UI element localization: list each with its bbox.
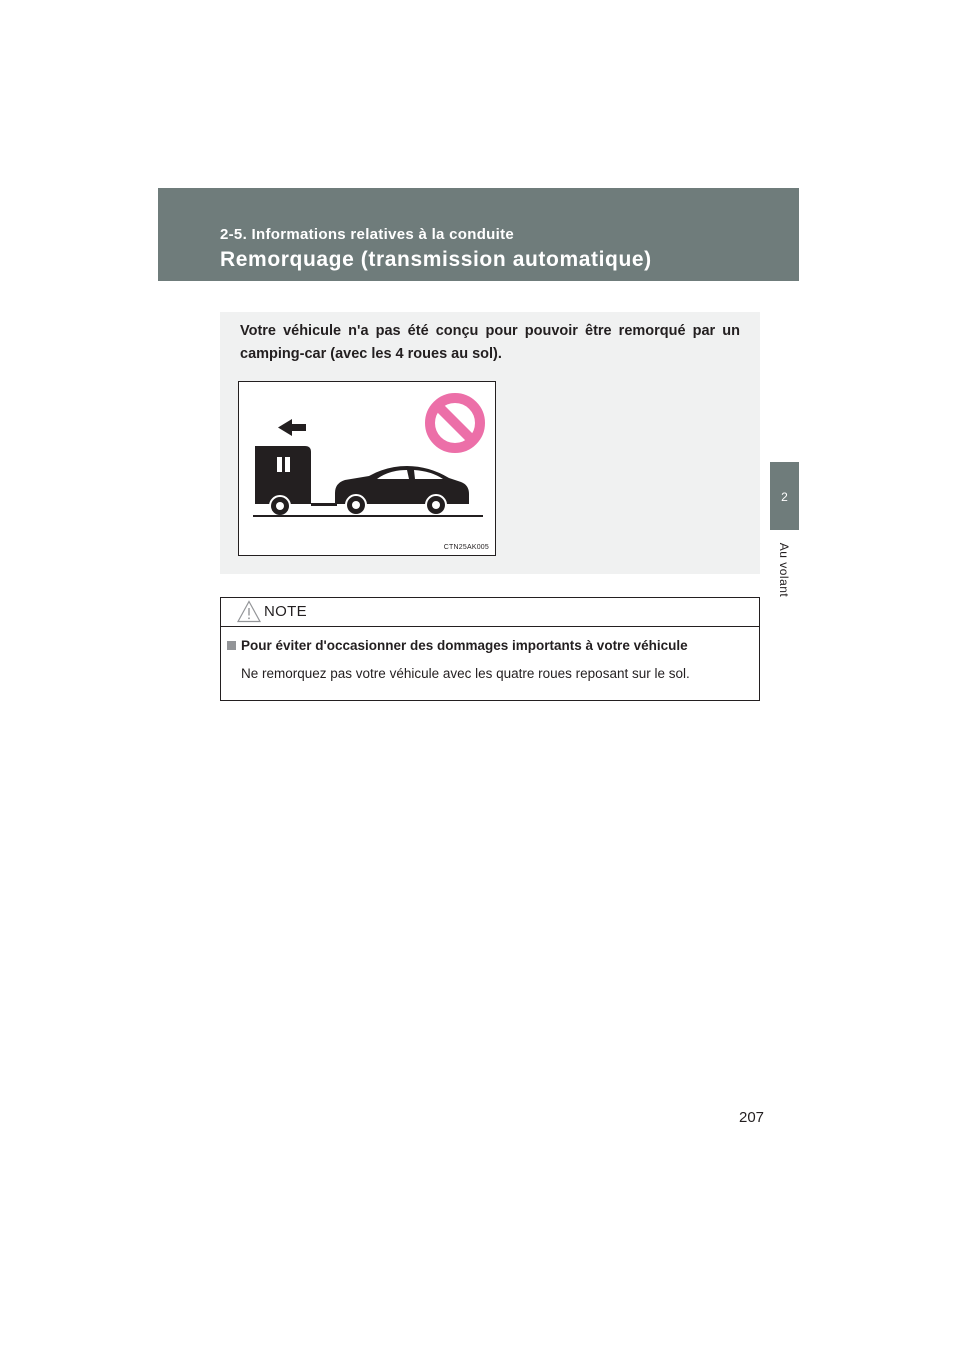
info-text: Votre véhicule n'a pas été conçu pour pouvoir être remorqué par un camping-car (avec les 4 roues au sol). bbox=[240, 323, 740, 362]
car-icon bbox=[335, 466, 469, 515]
note-heading: Pour éviter d'occasionner des dommages importants à votre véhicule bbox=[241, 638, 688, 653]
figure-code: CTN25AK005 bbox=[443, 544, 489, 551]
note-header bbox=[221, 598, 759, 627]
note-body: Ne remorquez pas votre véhicule avec les quatre roues reposant sur le sol. bbox=[241, 666, 690, 681]
towing-illustration bbox=[238, 381, 496, 556]
section-label: 2-5. Informations relatives à la conduite bbox=[220, 226, 515, 243]
note-bullet bbox=[227, 641, 236, 650]
warning-triangle-icon bbox=[237, 600, 261, 623]
page-title: Remorquage (transmission automatique) bbox=[220, 248, 652, 271]
chapter-header bbox=[158, 188, 799, 281]
info-box bbox=[220, 312, 760, 574]
note-label: NOTE bbox=[264, 603, 307, 620]
note-box bbox=[220, 597, 760, 701]
camping-car-icon bbox=[255, 446, 337, 516]
arrow-left-icon bbox=[278, 419, 306, 436]
chapter-tab bbox=[770, 462, 799, 530]
prohibited-icon bbox=[430, 398, 480, 448]
chapter-number: 2 bbox=[781, 490, 788, 504]
chapter-side-label: Au volant bbox=[777, 542, 791, 598]
page-number: 207 bbox=[739, 1109, 765, 1126]
towing-illustration-graphic bbox=[239, 382, 495, 555]
